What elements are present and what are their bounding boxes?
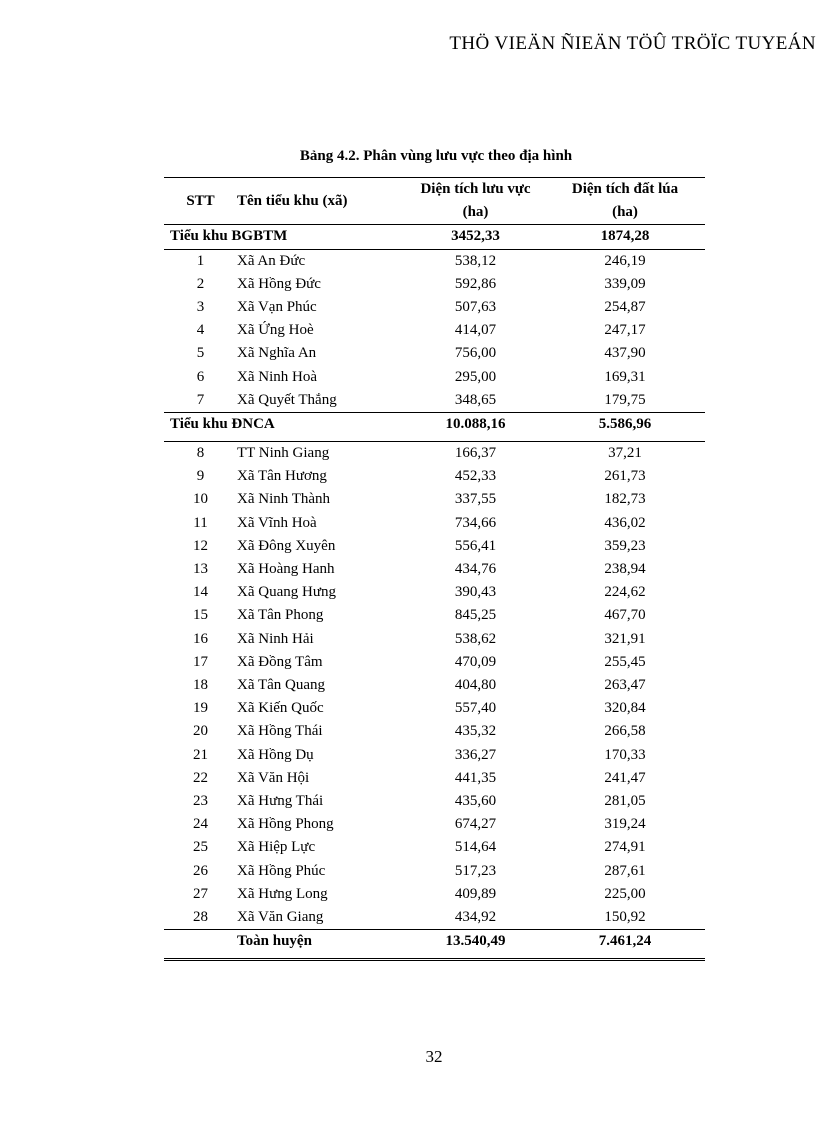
header-area-line1: Diện tích lưu vực [420, 181, 531, 197]
row-stt: 16 [193, 630, 208, 647]
row-area: 538,62 [454, 630, 497, 647]
row-stt: 27 [193, 885, 208, 902]
row-area: 336,27 [454, 746, 497, 763]
row-name: Xã Hồng Dụ [237, 746, 314, 763]
row-stt: 7 [196, 391, 205, 408]
row-name: Xã Ứng Hoè [237, 322, 314, 339]
row-area: 517,23 [454, 862, 497, 879]
row-rice: 224,62 [604, 584, 646, 601]
table-row [164, 366, 705, 389]
row-area: 674,27 [454, 816, 497, 833]
table-row [164, 604, 705, 627]
row-stt: 2 [196, 275, 205, 292]
row-stt: 5 [196, 345, 205, 362]
table-row [164, 273, 705, 296]
row-rice: 170,33 [604, 746, 646, 763]
row-area: 557,40 [454, 700, 497, 717]
row-name: Xã Kiến Quốc [237, 700, 324, 717]
table-row [164, 860, 705, 883]
row-stt: 18 [193, 677, 208, 694]
table-row [164, 558, 705, 581]
row-stt: 1 [196, 252, 205, 269]
row-stt: 28 [193, 909, 208, 926]
row-area: 435,60 [454, 793, 497, 810]
group-area: 10.088,16 [406, 413, 545, 442]
header-rice-line2: (ha) [612, 204, 638, 221]
page-header: THÖ VIEÄN ÑIEÄN TÖÛ TRÖÏC TUYEÁN [449, 33, 816, 54]
row-rice: 169,31 [604, 368, 646, 385]
table-row [164, 535, 705, 558]
row-name: Xã Hồng Phúc [237, 862, 326, 879]
total-stt-blank [164, 930, 237, 960]
row-rice: 37,21 [608, 445, 642, 462]
row-name: Xã Hồng Thái [237, 723, 323, 740]
row-stt: 6 [196, 368, 205, 385]
row-rice: 359,23 [604, 537, 646, 554]
row-stt: 15 [193, 607, 208, 624]
row-name: Xã Ninh Hải [237, 630, 314, 647]
group-area: 3452,33 [406, 225, 545, 249]
header-area [406, 178, 545, 225]
table-row [164, 813, 705, 836]
data-table [164, 177, 705, 961]
row-stt: 23 [193, 793, 208, 810]
table-row [164, 674, 705, 697]
row-area: 538,12 [454, 252, 497, 269]
group-rice: 5.586,96 [545, 413, 705, 442]
page-number: 32 [425, 1047, 443, 1066]
row-stt: 9 [196, 468, 205, 485]
row-stt: 4 [196, 322, 205, 339]
table-row [164, 296, 705, 319]
row-area: 514,64 [454, 839, 497, 856]
row-area: 434,92 [454, 909, 497, 926]
row-rice: 225,00 [604, 885, 646, 902]
row-stt: 22 [193, 769, 208, 786]
row-area: 556,41 [454, 537, 497, 554]
table-row [164, 249, 705, 273]
row-name: Xã Vĩnh Hoà [237, 514, 317, 531]
table-row [164, 581, 705, 604]
table-row [164, 651, 705, 674]
row-rice: 281,05 [604, 793, 646, 810]
row-area: 404,80 [454, 677, 497, 694]
row-area: 470,09 [454, 653, 497, 670]
row-rice: 238,94 [604, 561, 646, 578]
header-stt: STT [164, 178, 237, 225]
table-row [164, 697, 705, 720]
row-rice: 274,91 [604, 839, 646, 856]
row-name: Xã Tân Hương [237, 468, 327, 485]
row-rice: 150,92 [604, 909, 646, 926]
row-name: Xã Đồng Tâm [237, 653, 323, 670]
row-area: 434,76 [454, 561, 497, 578]
row-name: Xã Ninh Hoà [237, 368, 317, 385]
row-rice: 437,90 [604, 345, 646, 362]
row-name: Xã Tân Phong [237, 607, 324, 624]
row-name: Xã Hiệp Lực [237, 839, 316, 856]
row-stt: 13 [193, 561, 208, 578]
table-row [164, 883, 705, 906]
row-stt: 21 [193, 746, 208, 763]
row-name: TT Ninh Giang [237, 445, 330, 462]
group-name: Tiểu khu ĐNCA [164, 413, 406, 442]
header-rice [545, 178, 705, 225]
group-name: Tiểu khu BGBTM [164, 225, 406, 249]
table-row [164, 319, 705, 342]
row-area: 166,37 [454, 445, 497, 462]
row-rice: 321,91 [604, 630, 646, 647]
row-area: 409,89 [454, 885, 497, 902]
header-name: Tên tiểu khu (xã) [237, 178, 406, 225]
row-rice: 254,87 [604, 299, 646, 316]
row-stt: 17 [193, 653, 208, 670]
row-stt: 19 [193, 700, 208, 717]
row-name: Xã Ninh Thành [237, 491, 331, 508]
row-rice: 339,09 [604, 275, 646, 292]
table-header [164, 178, 705, 225]
total-row [164, 930, 705, 960]
row-area: 435,32 [454, 723, 497, 740]
row-rice: 182,73 [604, 491, 646, 508]
row-rice: 247,17 [604, 322, 646, 339]
row-stt: 25 [193, 839, 208, 856]
table-row [164, 720, 705, 743]
header-area-line2: (ha) [462, 204, 489, 221]
total-rice: 7.461,24 [545, 930, 705, 960]
table-body [164, 225, 705, 960]
table-row [164, 790, 705, 813]
table-row [164, 442, 705, 466]
row-name: Xã Hưng Thái [237, 793, 324, 810]
row-rice: 263,47 [604, 677, 646, 694]
row-name: Xã Hưng Long [237, 885, 328, 902]
table-row [164, 767, 705, 790]
row-name: Xã Hoàng Hanh [237, 561, 335, 578]
row-rice: 255,45 [604, 653, 646, 670]
row-area: 348,65 [454, 391, 497, 408]
row-area: 845,25 [454, 607, 497, 624]
row-rice: 320,84 [604, 700, 646, 717]
row-stt: 12 [193, 537, 208, 554]
table-row [164, 389, 705, 413]
table-row [164, 512, 705, 535]
group-row [164, 225, 705, 249]
row-name: Xã Quyết Thắng [237, 391, 337, 408]
row-name: Xã Tân Quang [237, 677, 326, 694]
row-rice: 241,47 [604, 769, 646, 786]
row-stt: 3 [196, 299, 205, 316]
row-rice: 436,02 [604, 514, 646, 531]
row-name: Xã An Đức [237, 252, 306, 269]
row-rice: 179,75 [604, 391, 646, 408]
row-name: Xã Quang Hưng [237, 584, 336, 601]
table-row [164, 465, 705, 488]
row-rice: 261,73 [604, 468, 646, 485]
row-name: Xã Đông Xuyên [237, 537, 336, 554]
row-rice: 319,24 [604, 816, 646, 833]
row-name: Xã Hồng Phong [237, 816, 334, 833]
group-row [164, 413, 705, 442]
table-row [164, 342, 705, 365]
table-caption: Bảng 4.2. Phân vùng lưu vực theo địa hình [299, 148, 573, 164]
row-area: 414,07 [454, 322, 497, 339]
row-name: Xã Văn Hội [237, 769, 310, 786]
row-area: 507,63 [454, 299, 497, 316]
row-area: 756,00 [454, 345, 497, 362]
table-row [164, 488, 705, 511]
total-area: 13.540,49 [406, 930, 545, 960]
table-row [164, 906, 705, 930]
row-area: 295,00 [454, 368, 497, 385]
row-name: Xã Hồng Đức [237, 275, 321, 292]
row-stt: 10 [193, 491, 208, 508]
group-rice: 1874,28 [545, 225, 705, 249]
row-rice: 467,70 [604, 607, 646, 624]
row-stt: 20 [193, 723, 208, 740]
row-rice: 246,19 [604, 252, 646, 269]
row-area: 734,66 [454, 514, 497, 531]
table-row [164, 836, 705, 859]
row-stt: 8 [196, 445, 205, 462]
row-name: Xã Văn Giang [237, 909, 324, 926]
row-area: 441,35 [454, 769, 497, 786]
row-rice: 287,61 [604, 862, 646, 879]
row-area: 390,43 [454, 584, 497, 601]
row-name: Xã Nghĩa An [237, 345, 317, 362]
row-stt: 14 [193, 584, 208, 601]
row-stt: 11 [193, 514, 208, 531]
row-stt: 26 [193, 862, 208, 879]
row-area: 337,55 [454, 491, 497, 508]
table-row [164, 744, 705, 767]
row-rice: 266,58 [604, 723, 646, 740]
table-row [164, 628, 705, 651]
row-stt: 24 [193, 816, 208, 833]
row-name: Xã Vạn Phúc [237, 299, 317, 316]
total-label: Toàn huyện [237, 930, 406, 960]
row-area: 452,33 [454, 468, 497, 485]
row-area: 592,86 [454, 275, 497, 292]
header-rice-line1: Diện tích đất lúa [571, 181, 679, 197]
